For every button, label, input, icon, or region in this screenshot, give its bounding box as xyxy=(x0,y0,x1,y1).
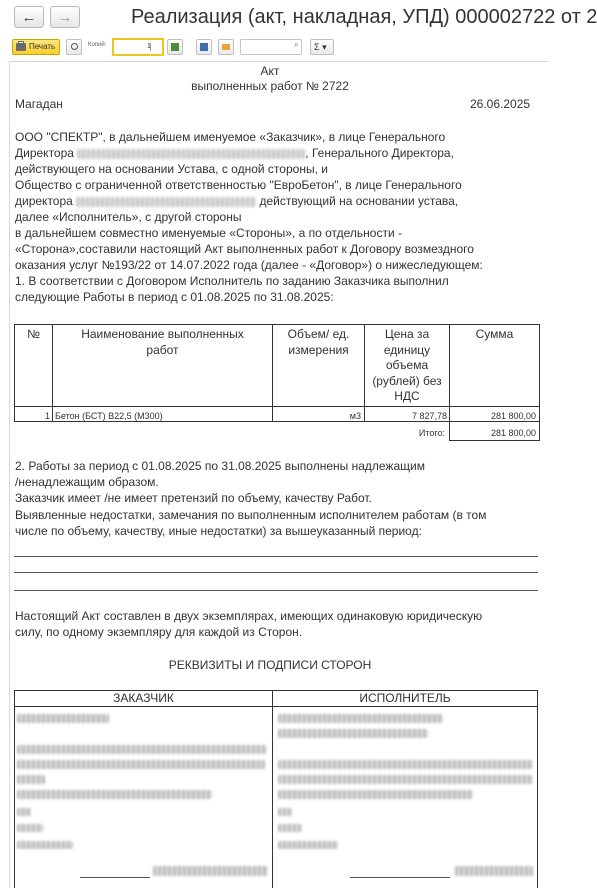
row-price: 7 827,78 xyxy=(411,411,447,421)
section2-line: числе по объему, качеству, иные недостатки) за вышеуказанный период: xyxy=(15,524,422,538)
spinner-icon[interactable] xyxy=(150,43,159,51)
section2-line: Заказчик имеет /не имеет претензий по объему, качеству Работ. xyxy=(15,491,372,505)
preamble-line: в дальнейшем совместно именуемые «Стороны», а по отдельности - xyxy=(15,226,403,240)
row-num: 1 xyxy=(44,411,50,421)
save-icon[interactable] xyxy=(196,39,212,55)
column-header-num: № xyxy=(27,327,40,341)
column-header-name: Наименование выполненных работ xyxy=(81,327,244,357)
print-button[interactable] xyxy=(12,39,60,55)
column-header-price: Цена за единицу объема (рублей) без НДС xyxy=(372,327,442,403)
mail-icon[interactable] xyxy=(218,39,234,55)
preamble-line: 1. В соответствии с Договором Исполнитель по заданию Заказчика выполнил xyxy=(15,274,449,288)
document-sheet[interactable] xyxy=(9,61,548,888)
table-icon[interactable] xyxy=(167,39,183,55)
copies-label: Копий: xyxy=(88,42,107,48)
column-header-unit: Объем/ ед. измерения xyxy=(287,327,350,357)
preamble-line: оказания услуг №193/22 от 14.07.2022 года (далее - «Договор») о нижеследующем: xyxy=(15,258,483,272)
blank-line xyxy=(14,572,538,573)
back-button[interactable] xyxy=(14,6,44,28)
preamble-line: директора действующий на основании устава, xyxy=(15,194,459,208)
act-heading: Акт xyxy=(260,64,280,78)
preamble-line: «Сторона»,составили настоящий Акт выполненных работ к Договору возмездного xyxy=(15,242,474,256)
redacted-name xyxy=(77,149,305,159)
row-sum: 281 800,00 xyxy=(490,411,536,421)
printer-icon xyxy=(16,43,26,51)
preview-icon[interactable] xyxy=(66,39,82,55)
arrow-right-icon: → xyxy=(57,9,73,26)
section2-line: Выявленные недостатки, замечания по выполненным исполнителем работам (в том xyxy=(15,508,487,522)
forward-button[interactable] xyxy=(50,6,80,28)
toolbar xyxy=(0,36,547,58)
closing-line: силу, по одному экземпляру для каждой из Сторон. xyxy=(15,625,303,639)
preamble-line: Директора , Генерального Директора, xyxy=(15,146,454,160)
city: Магадан xyxy=(15,97,63,111)
total-label: Итого: xyxy=(418,428,445,438)
preamble-line: Общество с ограниченной ответственностью "ЕвроБетон", в лице Генерального xyxy=(15,178,462,192)
blank-line xyxy=(14,556,538,557)
preamble-line: следующие Работы в период с 01.08.2025 по 31.08.2025: xyxy=(15,290,334,304)
copies-field[interactable] xyxy=(112,38,164,56)
contractor-header: ИСПОЛНИТЕЛЬ xyxy=(359,691,451,705)
row-name: Бетон (БСТ) В22,5 (М300) xyxy=(55,411,163,421)
preamble-line: далее «Исполнитель», с другой стороны xyxy=(15,210,242,224)
closing-line: Настоящий Акт составлен в двух экземплярах, имеющих одинаковую юридическую xyxy=(15,609,483,623)
column-header-sum: Сумма xyxy=(475,327,514,341)
act-subheading: выполненных работ № 2722 xyxy=(191,79,349,93)
copies-value: 1 xyxy=(147,43,151,50)
act-date: 26.06.2025 xyxy=(470,97,531,111)
blank-line xyxy=(14,590,538,591)
requisites-heading: РЕКВИЗИТЫ И ПОДПИСИ СТОРОН xyxy=(168,658,372,672)
preamble-line: действующего на основании Устава, с одной стороны, и xyxy=(15,162,328,176)
preamble-line: ООО "СПЕКТР", в дальнейшем именуемое «Заказчик», в лице Генерального xyxy=(15,130,446,144)
section2-line: /ненадлежащим образом. xyxy=(15,475,159,489)
window-title: Реализация (акт, накладная, УПД) 000002722 от 2 xyxy=(131,6,597,28)
sum-button[interactable]: Σ ▾ xyxy=(310,39,334,55)
section2-line: 2. Работы за период с 01.08.2025 по 31.08.2025 выполнены надлежащим xyxy=(15,459,425,473)
redacted-name xyxy=(76,197,256,207)
row-unit: м3 xyxy=(349,411,361,421)
print-button-label: Печать xyxy=(29,42,56,51)
title-bar xyxy=(0,0,597,36)
customer-header: ЗАКАЗЧИК xyxy=(113,691,174,705)
search-input[interactable] xyxy=(240,39,302,55)
total-value: 281 800,00 xyxy=(490,428,536,438)
arrow-left-icon: ← xyxy=(21,9,37,26)
